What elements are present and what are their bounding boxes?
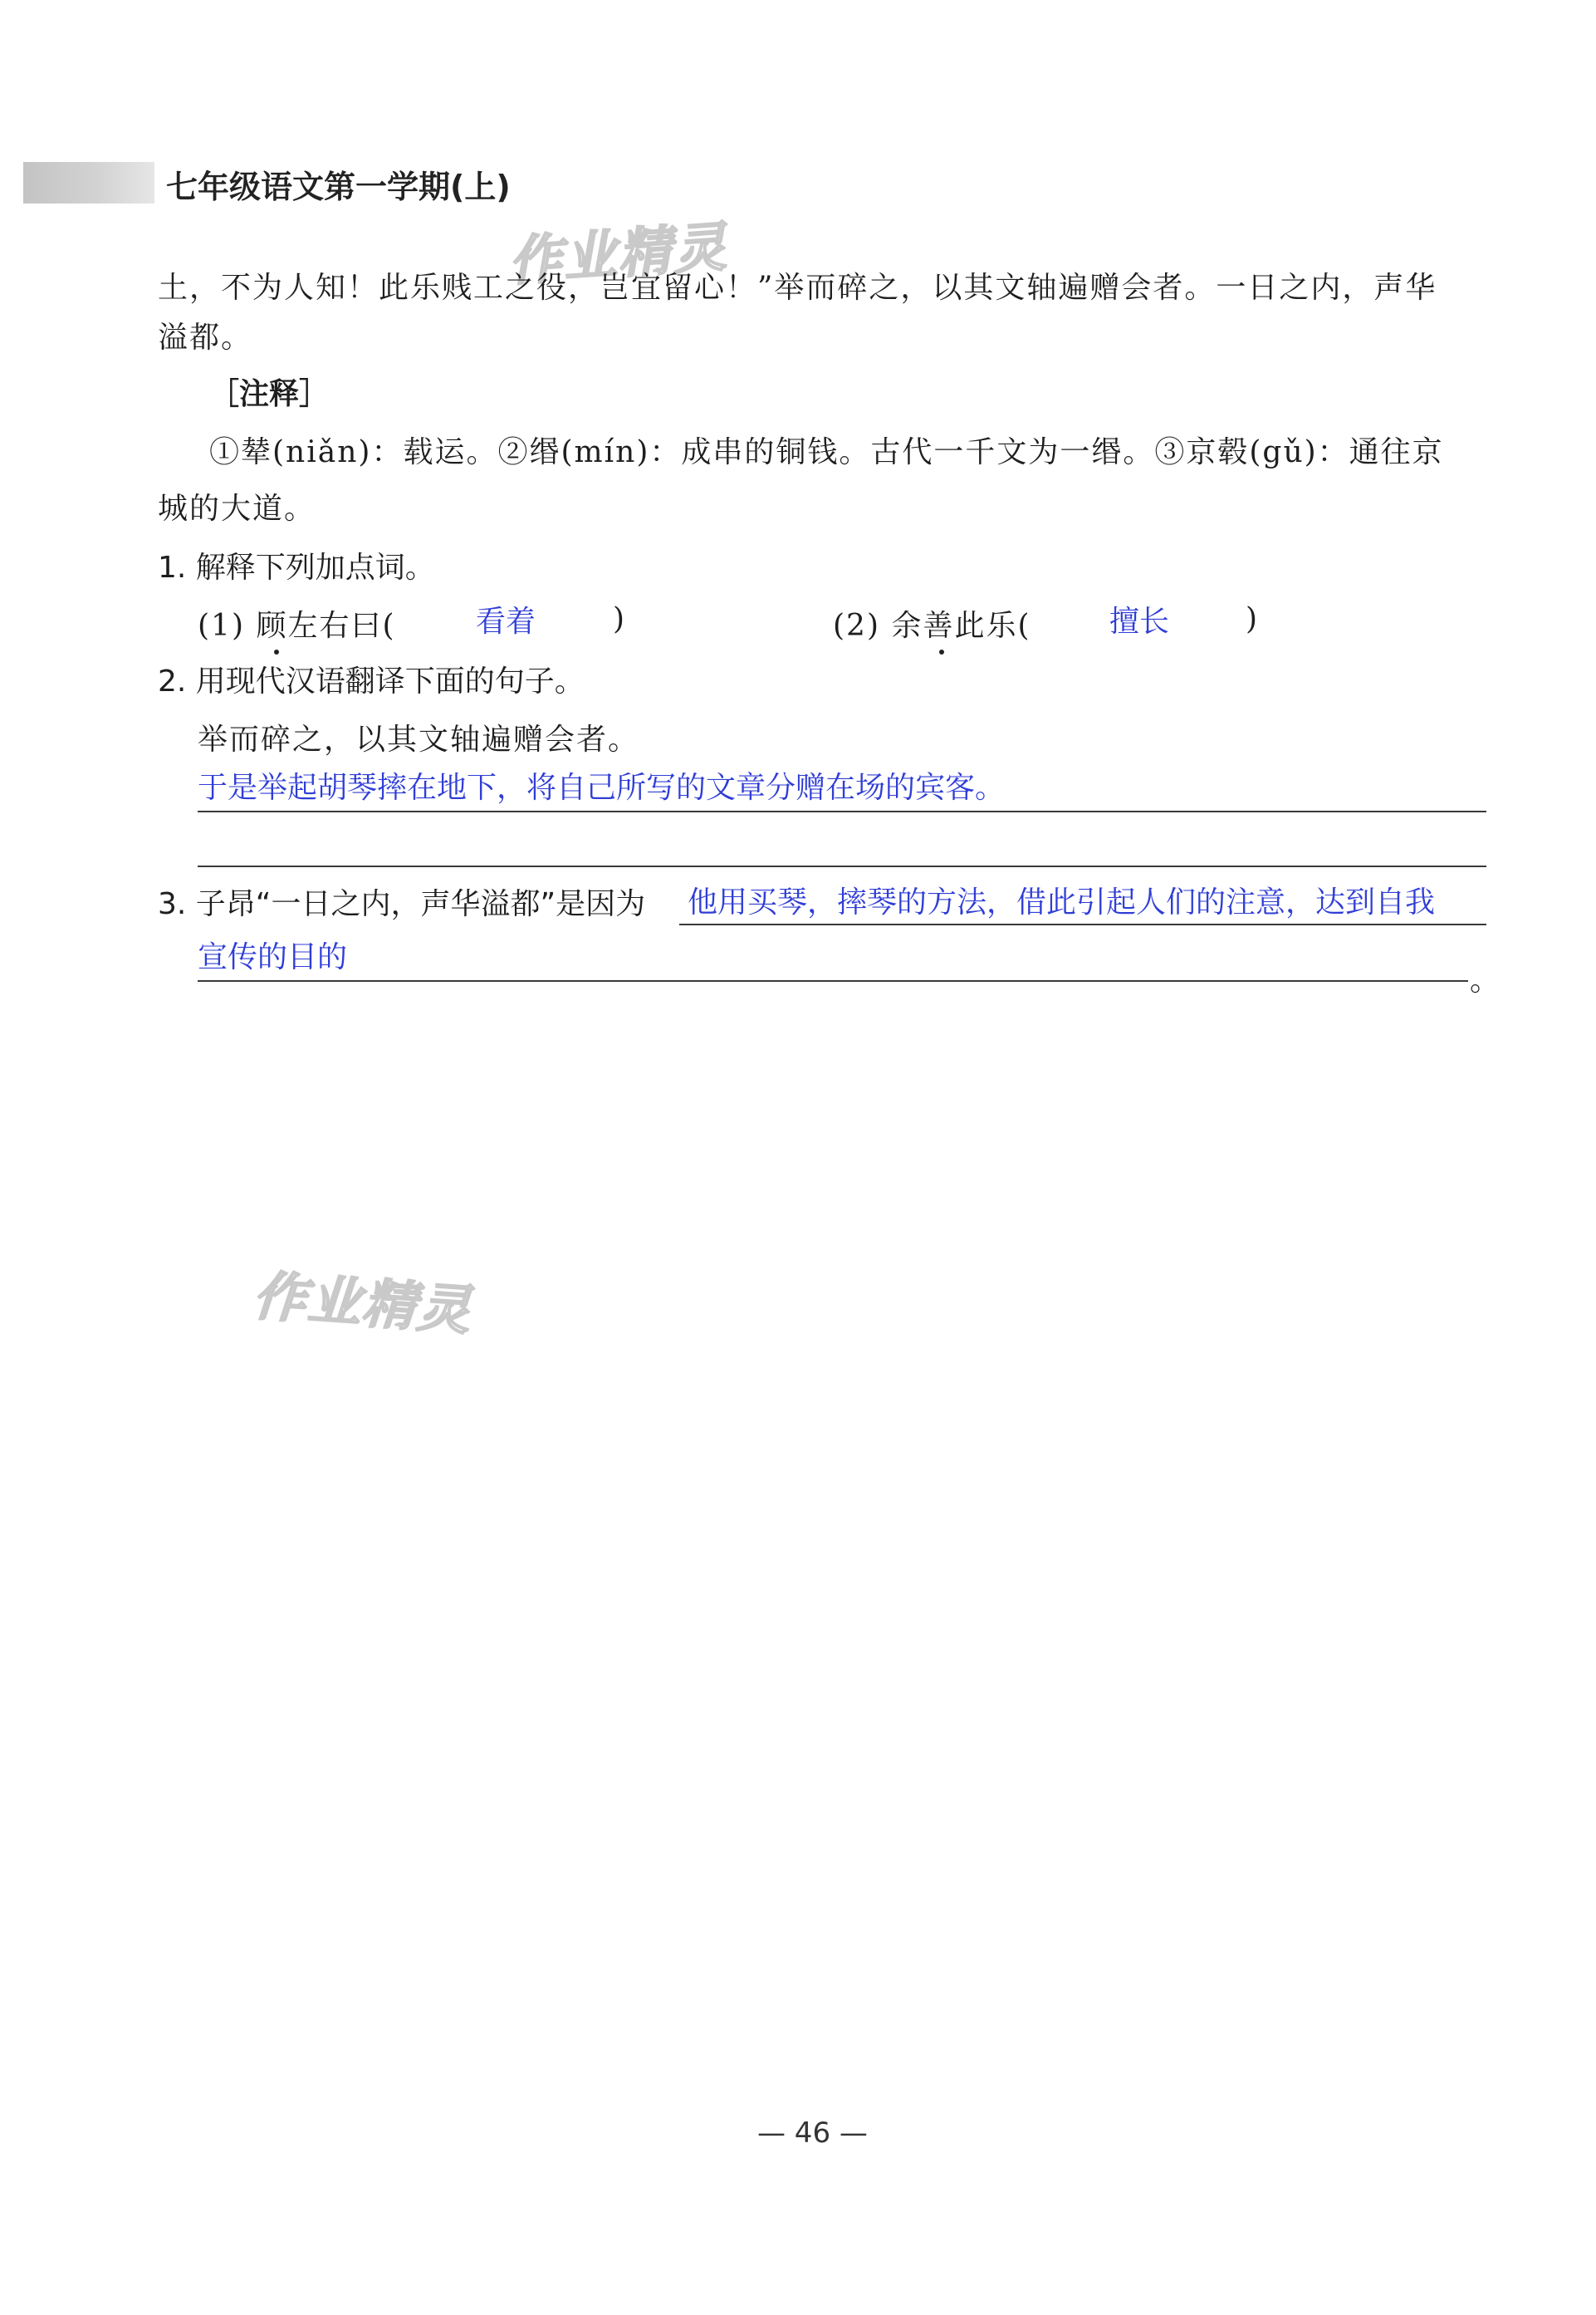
question-2-prompt: 2. 用现代汉语翻译下面的句子。 <box>158 665 585 699</box>
answer-underline <box>198 980 1468 982</box>
question-3-prompt: 3. 子昂“一日之内，声华溢都”是因为 <box>158 887 646 921</box>
q1-item-1-close: ) <box>613 602 627 636</box>
q3-answer-line-2: 宣传的目的 <box>198 940 348 974</box>
q1-item-1-text: (1) 顾左右曰( <box>198 609 396 643</box>
answer-underline <box>198 866 1486 867</box>
answer-underline <box>679 924 1486 925</box>
header-band <box>23 162 154 204</box>
note-line: 城的大道。 <box>158 492 316 526</box>
q2-answer: 于是举起胡琴摔在地下，将自己所写的文章分赠在场的宾客。 <box>198 771 1006 805</box>
q3-end-mark: 。 <box>1470 964 1502 998</box>
q2-sentence: 举而碎之，以其文轴遍赠会者。 <box>198 723 640 757</box>
note-line: ①辇(niǎn)：载运。②缗(mín)：成串的铜钱。古代一千文为一缗。③京毂(gǔ)：通往京 <box>209 435 1444 469</box>
passage-line: 溢都。 <box>158 321 253 355</box>
q1-item-2-text: (2) 余善此乐( <box>833 609 1031 643</box>
page-number: — 46 — <box>757 2116 868 2150</box>
q1-item-2-close: ) <box>1246 602 1260 636</box>
answer-underline <box>198 811 1486 812</box>
q3-answer-line-1: 他用买琴，摔琴的方法，借此引起人们的注意，达到自我 <box>688 885 1436 920</box>
q1-item-1-answer: 看着 <box>476 605 536 639</box>
q1-item-2-answer: 擅长 <box>1109 605 1170 639</box>
watermark: 作业精灵 <box>507 216 730 294</box>
emphasis-dot <box>939 650 944 655</box>
question-1-prompt: 1. 解释下列加点词。 <box>158 551 435 585</box>
passage-line: 土，不为人知！此乐贱工之役，岂宜留心！”举而碎之，以其文轴遍赠会者。一日之内，声华 <box>158 271 1437 305</box>
notes-heading: ［注释］ <box>209 377 330 411</box>
emphasis-dot <box>274 650 279 655</box>
page-header-title: 七年级语文第一学期(上) <box>166 169 511 205</box>
watermark: 作业精灵 <box>251 1265 474 1343</box>
